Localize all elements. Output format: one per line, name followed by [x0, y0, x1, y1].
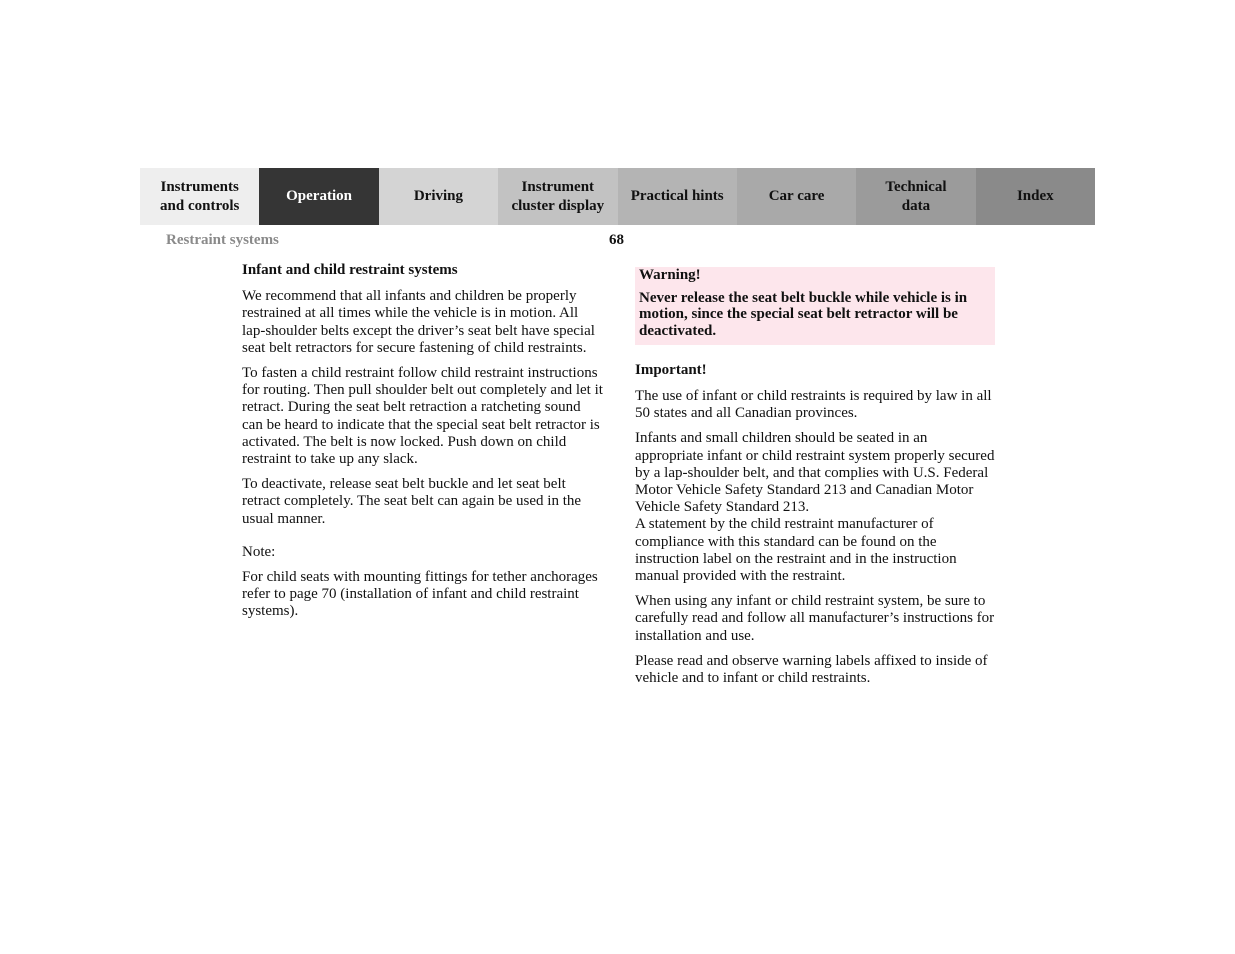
paragraph-recommendation: We recommend that all infants and children be properly restrained at all times while the vehicle is in motion. All lap-shoulder belts except the driver’s seat belt have special seat belt retractors for secure fastening of child restraints. [242, 288, 595, 356]
page-number: 68 [609, 232, 624, 248]
warning-text: Never release the seat belt buckle while vehicle is in motion, since the special seat belt retractor will be deactivated. [639, 290, 968, 339]
tab-practical-hints[interactable]: Practical hints [618, 168, 737, 225]
tab-driving[interactable]: Driving [379, 168, 498, 225]
paragraph-fasten-instructions: To fasten a child restraint follow child restraint instructions for routing. Then pull shoulder belt out completely and let it retract. During the seat belt retraction a ratcheting sound can be heard to indicate that the special seat belt retractor is activated. The belt is now locked. Push down on child restraint to take up any slack. [242, 365, 603, 468]
note-label: Note: [242, 543, 276, 560]
tab-instrument-cluster-display[interactable]: Instrument cluster display [498, 168, 617, 225]
paragraph-deactivate-instructions: To deactivate, release seat belt buckle and let seat belt retract completely. The seat belt can again be used in the usual manner. [242, 476, 582, 527]
paragraph-seating-standard: Infants and small children should be seated in an appropriate infant or child restraint system properly secured by a lap-shoulder belt, and that complies with U.S. Federal Motor Vehicle Safety Standard 213 and Canadian Motor Vehicle Safety Standard 213. [635, 430, 995, 516]
warning-box [635, 267, 995, 345]
tab-operation[interactable]: Operation [259, 168, 378, 225]
right-column [635, 267, 995, 695]
important-label: Important! [635, 361, 707, 378]
note-text: For child seats with mounting fittings for tether anchorages refer to page 70 (installation of infant and child restraint systems). [242, 569, 598, 620]
paragraph-law-requirement: The use of infant or child restraints is required by law in all 50 states and all Canadian provinces. [635, 388, 992, 422]
paragraph-warning-labels: Please read and observe warning labels affixed to inside of vehicle and to infant or child restraints. [635, 652, 988, 687]
paragraph-compliance-statement: A statement by the child restraint manufacturer of compliance with this standard can be found on the instruction label on the restraint and in the instruction manual provided with the restraint. [635, 516, 957, 585]
chapter-tab-bar [140, 168, 1095, 225]
tab-car-care[interactable]: Car care [737, 168, 856, 225]
paragraph-manufacturer-instructions: When using any infant or child restraint system, be sure to carefully read and follow all manufacturer’s instructions for installation and use. [635, 593, 995, 644]
warning-title: Warning! [639, 267, 701, 283]
section-heading: Infant and child restraint systems [242, 262, 458, 278]
section-title: Restraint systems [166, 232, 279, 248]
tab-index[interactable]: Index [976, 168, 1095, 225]
left-column [242, 262, 604, 629]
tab-technical-data[interactable]: Technical data [856, 168, 975, 225]
tab-instruments-and-controls[interactable]: Instruments and controls [140, 168, 259, 225]
